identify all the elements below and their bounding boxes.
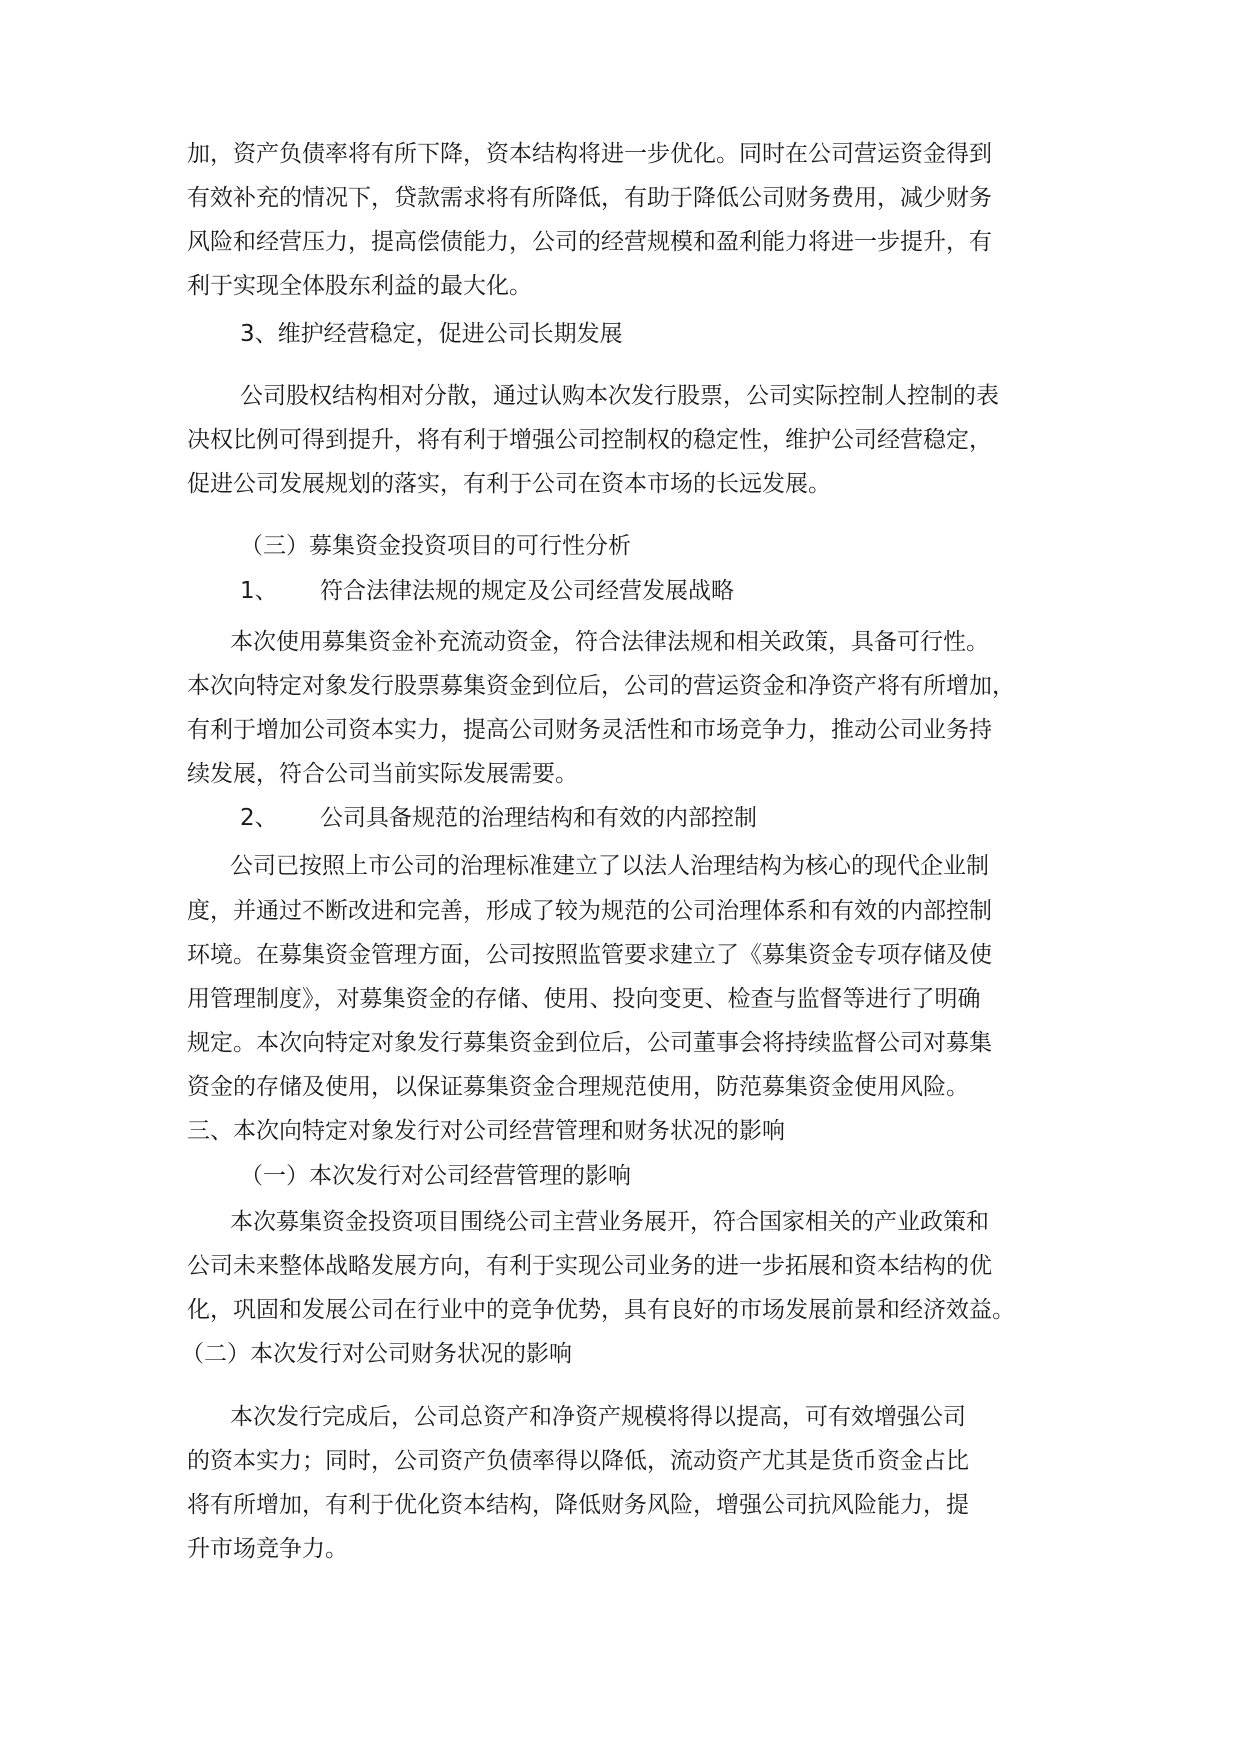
text-line: 升市场竞争力。 — [187, 1536, 348, 1562]
text-line: 续发展，符合公司当前实际发展需要。 — [187, 761, 578, 787]
item-number: 1、 — [240, 578, 278, 604]
text-line: 将有所增加，有利于优化资本结构，降低财务风险，增强公司抗风险能力，提 — [187, 1492, 969, 1518]
text-line: 风险和经营压力，提高偿债能力，公司的经营规模和盈利能力将进一步提升，有 — [187, 229, 992, 255]
text-line: 化，巩固和发展公司在行业中的竞争优势，具有良好的市场发展前景和经济效益。 — [187, 1297, 1015, 1323]
text-line: 环境。在募集资金管理方面，公司按照监管要求建立了《募集资金专项存储及使 — [187, 942, 992, 968]
numbered-heading-text: 符合法律法规的规定及公司经营发展战略 — [320, 578, 734, 604]
numbered-heading — [240, 575, 734, 607]
text-line: 利于实现全体股东利益的最大化。 — [187, 273, 532, 299]
text-line: 有效补充的情况下，贷款需求将有所降低，有助于降低公司财务费用，减少财务 — [187, 185, 992, 211]
text-line: 本次使用募集资金补充流动资金，符合法律法规和相关政策，具备可行性。 — [230, 629, 989, 655]
text-line: 度，并通过不断改进和完善，形成了较为规范的公司治理体系和有效的内部控制 — [187, 898, 992, 924]
text-line: 用管理制度》，对募集资金的存储、使用、投向变更、检查与监督等进行了明确 — [187, 986, 981, 1012]
text-line: 规定。本次向特定对象发行募集资金到位后，公司董事会将持续监督公司对募集 — [187, 1030, 992, 1056]
numbered-heading-text: 公司具备规范的治理结构和有效的内部控制 — [320, 805, 757, 831]
text-line: 的资本实力；同时，公司资产负债率得以降低，流动资产尤其是货币资金占比 — [187, 1448, 969, 1474]
text-line: 本次募集资金投资项目围绕公司主营业务展开，符合国家相关的产业政策和 — [230, 1209, 989, 1235]
text-line: 本次发行完成后，公司总资产和净资产规模将得以提高，可有效增强公司 — [230, 1404, 966, 1430]
section-heading: （二）本次发行对公司财务状况的影响 — [181, 1341, 572, 1367]
numbered-heading — [240, 802, 757, 834]
text-line: 公司股权结构相对分散，通过认购本次发行股票，公司实际控制人控制的表 — [240, 383, 999, 409]
text-line: 有利于增加公司资本实力，提高公司财务灵活性和市场竞争力，推动公司业务持 — [187, 717, 992, 743]
text-line: 公司未来整体战略发展方向，有利于实现公司业务的进一步拓展和资本结构的优 — [187, 1253, 992, 1279]
item-number: 2、 — [240, 805, 278, 831]
section-heading: （一）本次发行对公司经营管理的影响 — [240, 1163, 631, 1189]
subsection-heading: 3、维护经营稳定，促进公司长期发展 — [240, 321, 623, 347]
text-line: 资金的存储及使用，以保证募集资金合理规范使用，防范募集资金使用风险。 — [187, 1074, 969, 1100]
text-line: 公司已按照上市公司的治理标准建立了以法人治理结构为核心的现代企业制 — [230, 853, 989, 879]
section-heading: （三）募集资金投资项目的可行性分析 — [240, 533, 631, 559]
chapter-heading: 三、本次向特定对象发行对公司经营管理和财务状况的影响 — [187, 1118, 785, 1144]
text-line: 本次向特定对象发行股票募集资金到位后，公司的营运资金和净资产将有所增加， — [187, 673, 1015, 699]
text-line: 加，资产负债率将有所下降，资本结构将进一步优化。同时在公司营运资金得到 — [187, 141, 992, 167]
text-line: 决权比例可得到提升，将有利于增强公司控制权的稳定性，维护公司经营稳定， — [187, 427, 992, 453]
text-line: 促进公司发展规划的落实，有利于公司在资本市场的长远发展。 — [187, 471, 831, 497]
